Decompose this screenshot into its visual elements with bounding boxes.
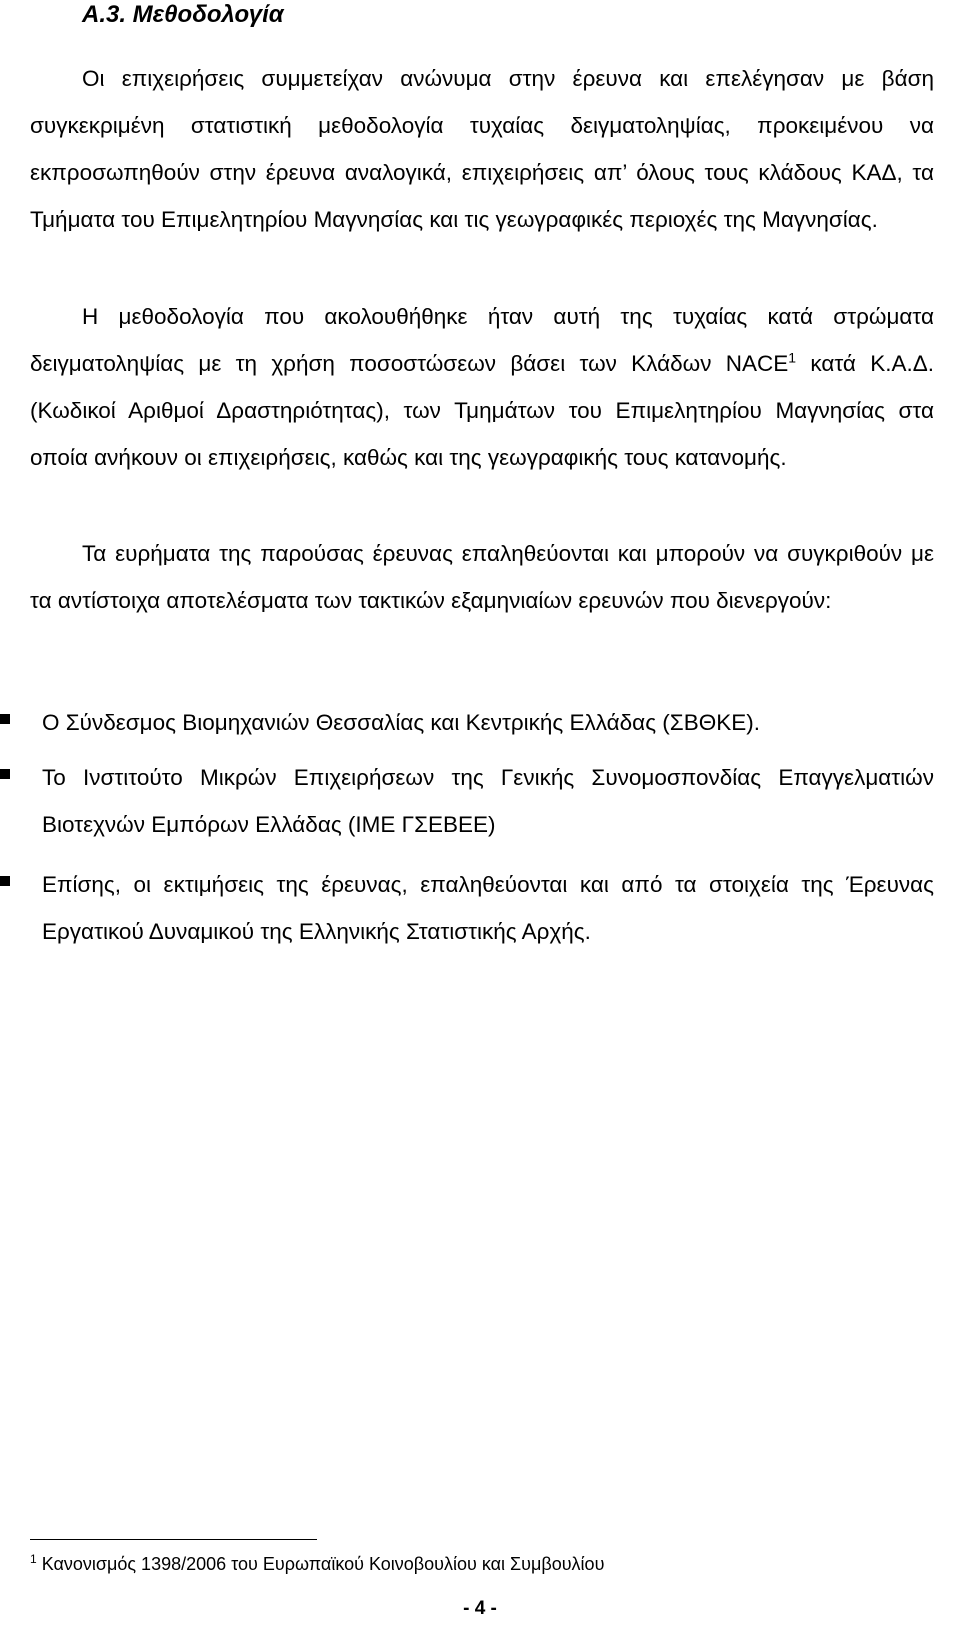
footnote-number: 1 <box>30 1552 37 1566</box>
square-bullet-icon <box>0 876 10 886</box>
methodology-text-start: Η μεθοδολογία που ακολουθήθηκε ήταν αυτή της τυχαίας κατά στρώματα δειγματοληψίας με τη χρήση ποσοστώσεων βάσει των Κλάδων NACE <box>30 304 934 376</box>
list-item <box>30 699 934 746</box>
footnote-text: Κανονισμός 1398/2006 του Ευρωπαϊκού Κοινοβουλίου και Συμβουλίου <box>36 1554 605 1574</box>
paragraph-findings: Τα ευρήματα της παρούσας έρευνας επαληθεύονται και μπορούν να συγκριθούν με τα αντίστοιχα αποτελέσματα των τακτικών εξαμηνιαίων ερευνών που διενεργούν: <box>30 541 934 613</box>
paragraph-sampling-intro: Οι επιχειρήσεις συμμετείχαν ανώνυμα στην έρευνα και επελέγησαν με βάση συγκεκριμένη στατιστική μεθοδολογία τυχαίας δειγματοληψίας, προκειμένου να εκπροσωπηθούν στην έρευνα αναλογικά, επιχειρήσεις απ’ όλους τους κλάδους ΚΑΔ, τα Τμήματα του Επιμελητηρίου Μαγνησίας και τις γεωγραφικές περιοχές της Μαγνησίας. <box>30 66 934 232</box>
survey-sources-list <box>30 699 934 968</box>
list-item <box>30 861 934 955</box>
list-item-text: Επίσης, οι εκτιμήσεις της έρευνας, επαληθεύονται και από τα στοιχεία της Έρευνας Εργατικού Δυναμικού της Ελληνικής Στατιστικής Αρχής. <box>42 872 934 944</box>
list-item-text: Το Ινστιτούτο Μικρών Επιχειρήσεων της Γενικής Συνομοσπονδίας Επαγγελματιών Βιοτεχνών Εμπόρων Ελλάδας (ΙΜΕ ΓΣΕΒΕΕ) <box>42 765 934 837</box>
square-bullet-icon <box>0 714 10 724</box>
footnote-separator <box>30 1539 317 1540</box>
methodology-text-end: κατά Κ.Α.Δ. (Κωδικοί Αριθμοί Δραστηριότητας), των Τμημάτων του Επιμελητηρίου Μαγνησίας στα οποία ανήκουν οι επιχειρήσεις, καθώς και της γεωγραφικής τους κατανομής. <box>30 351 934 470</box>
page-number: - 4 - <box>463 1598 497 1619</box>
list-item-text: Ο Σύνδεσμος Βιομηχανιών Θεσσαλίας και Κεντρικής Ελλάδας (ΣΒΘΚΕ). <box>42 710 760 735</box>
list-item <box>30 754 934 848</box>
paragraph-methodology <box>30 293 934 481</box>
footnote-reference: 1 <box>788 349 797 366</box>
section-heading: Α.3. Μεθοδολογία <box>82 1 284 28</box>
footnote <box>30 1552 604 1576</box>
square-bullet-icon <box>0 769 10 779</box>
